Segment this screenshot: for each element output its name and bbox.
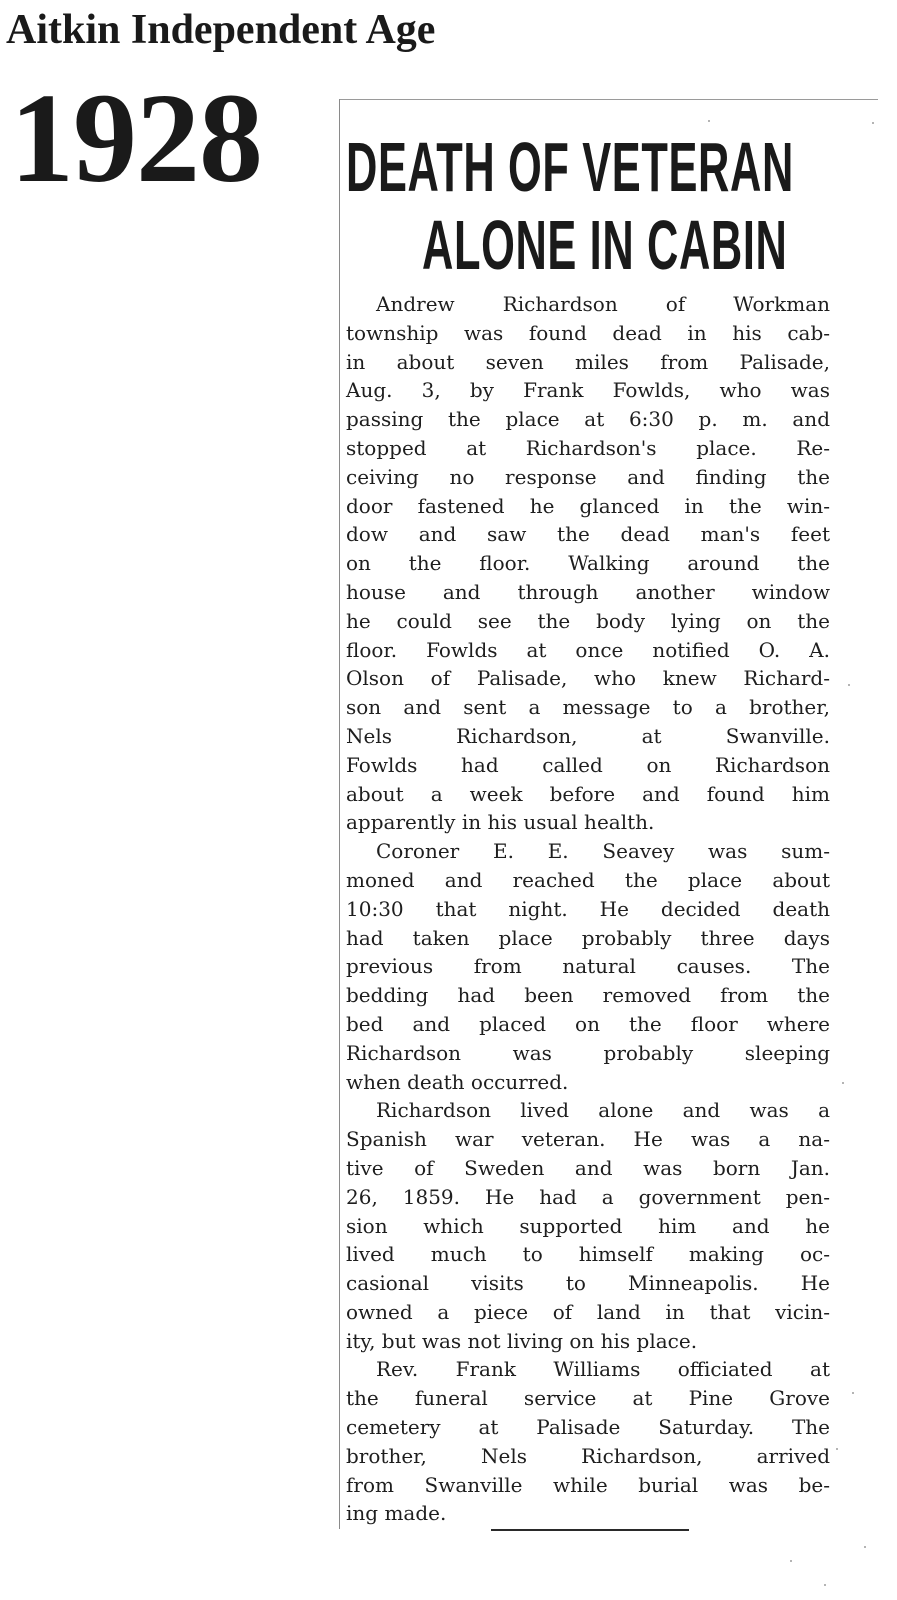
article-line: Spanish war veteran. He was a na- [346,1127,830,1152]
article-body [346,290,830,1528]
article-line: cemetery at Palisade Saturday. The [346,1415,830,1440]
article-line: Rev. Frank Williams officiated at [376,1357,830,1382]
article-line: sion which supported him and he [346,1213,830,1238]
article-line: Coroner E. E. Seavey was sum- [376,839,830,864]
article-headline [346,128,830,284]
newspaper-masthead: Aitkin Independent Age [6,7,436,53]
article-line: township was found dead in his cab- [346,320,830,345]
article-line: door fastened he glanced in the win- [346,493,830,518]
article-line: stopped at Richardson's place. Re- [346,435,830,460]
headline-line-1: DEATH OF VETERAN [346,128,794,206]
article-line: apparently in his usual health. [346,810,655,835]
article-line: ity, but was not living on his place. [346,1328,698,1353]
headline-line-2: ALONE IN CABIN [422,206,788,284]
scan-speck [872,122,874,124]
scan-speck [842,1082,844,1084]
article-line: in about seven miles from Palisade, [346,349,830,374]
article-line: house and through another window [346,579,830,604]
article-line: tive of Sweden and was born Jan. [346,1155,830,1180]
article-line: bed and placed on the floor where [346,1011,830,1036]
article-line: dow and saw the dead man's feet [346,522,830,547]
clipping-left-border [339,99,340,1529]
article-line: Richardson lived alone and was a [376,1098,830,1123]
article-line: 10:30 that night. He decided death [346,896,830,921]
scan-speck [708,120,710,122]
scan-speck [852,1392,854,1394]
article-line: from Swanville while burial was be- [346,1472,830,1497]
article-end-rule [491,1529,689,1531]
scan-speck [864,1546,866,1548]
article-line: Richardson was probably sleeping [346,1040,830,1065]
article-line: moned and reached the place about [346,867,830,892]
article-line: floor. Fowlds at once notified O. A. [346,637,830,662]
article-line: Fowlds had called on Richardson [346,752,830,777]
article-line: brother, Nels Richardson, arrived [346,1443,830,1468]
scan-speck [790,1560,792,1562]
article-line: bedding had been removed from the [346,983,830,1008]
article-line: Nels Richardson, at Swanville. [346,723,830,748]
article-line: on the floor. Walking around the [346,551,830,576]
article-line: lived much to himself making oc- [346,1242,830,1267]
scan-speck [824,1584,826,1586]
clipping-top-border [340,99,878,100]
scan-speck [848,684,850,686]
article-line: previous from natural causes. The [346,954,830,979]
article-line: Olson of Palisade, who knew Richard- [346,666,830,691]
article-line: had taken place probably three days [346,925,830,950]
article-line: when death occurred. [346,1069,569,1094]
publication-year: 1928 [10,67,262,209]
article-line: 26, 1859. He had a government pen- [346,1184,830,1209]
scan-speck [836,1448,838,1450]
article-line: son and sent a message to a brother, [346,695,830,720]
article-line: passing the place at 6:30 p. m. and [346,407,830,432]
article-line: owned a piece of land in that vicin- [346,1299,830,1324]
article-line: the funeral service at Pine Grove [346,1386,830,1411]
article-line: ing made. [346,1501,447,1526]
article-line: Andrew Richardson of Workman [376,292,830,316]
article-line: ceiving no response and finding the [346,464,830,489]
article-line: he could see the body lying on the [346,608,830,633]
article-line: Aug. 3, by Frank Fowlds, who was [346,378,830,403]
article-line: about a week before and found him [346,781,830,806]
article-line: casional visits to Minneapolis. He [346,1271,830,1296]
